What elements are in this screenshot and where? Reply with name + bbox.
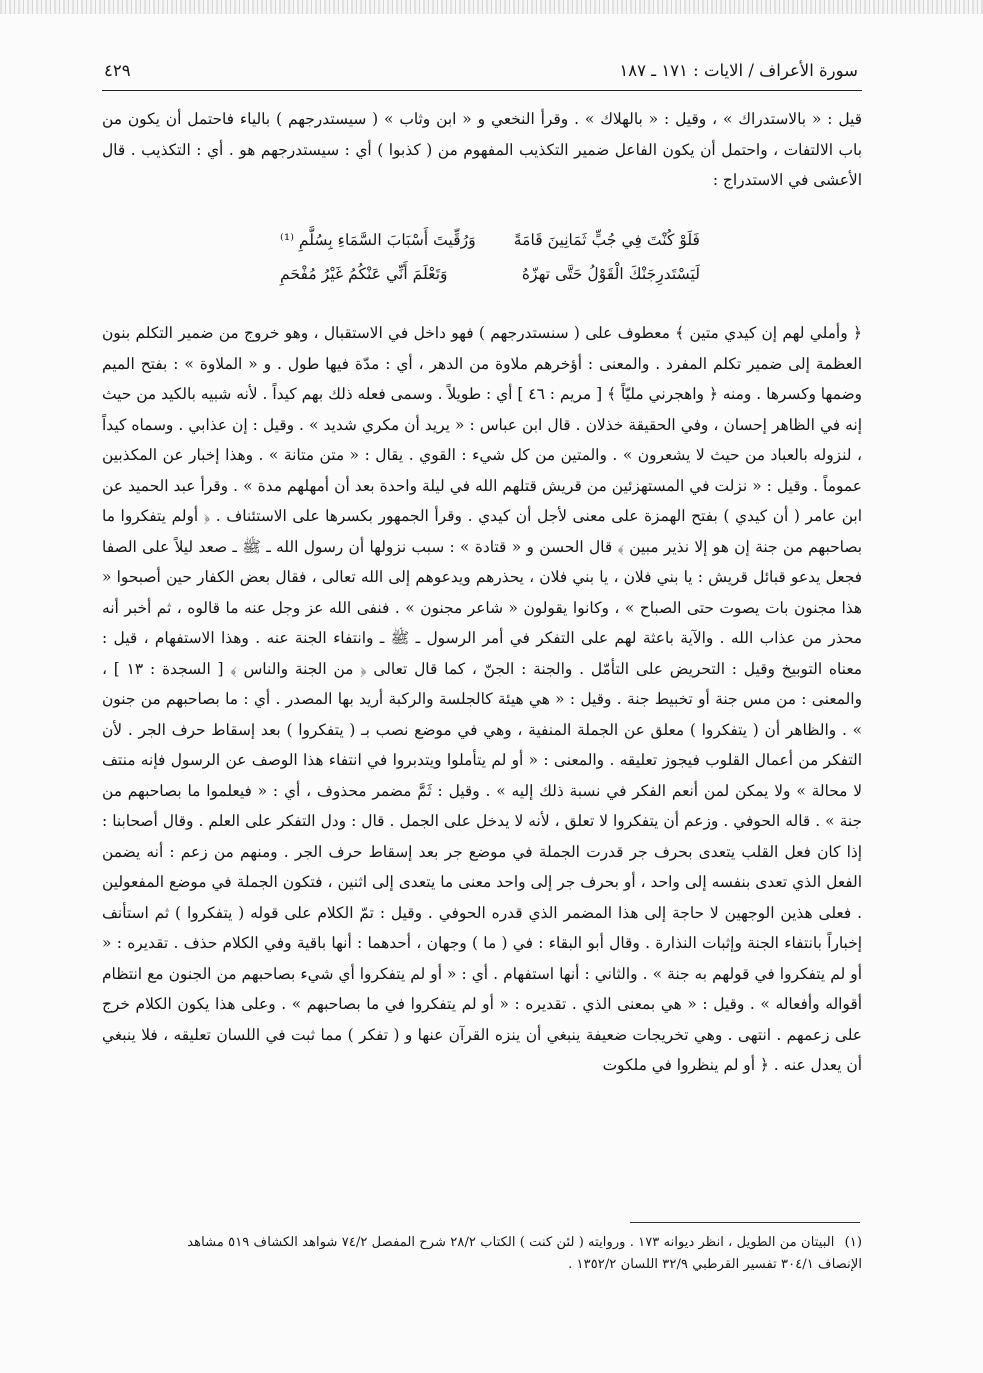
poetry-line-2 [280, 265, 700, 299]
page-number: ٤٢٩ [104, 61, 131, 80]
footnote-marker: (١) [844, 1235, 862, 1250]
paragraph-1 [102, 104, 862, 198]
poetry-line-1 [280, 231, 700, 265]
footnote-text-1: البيتان من الطويل ، انظر ديوانه ١٧٣ . وروايته ( لئن كنت ) الكتاب ٢٨/٢ شرح المفصل ٧٤/٢ شواهد الكشاف ٥١٩ مشاهد [187, 1235, 835, 1250]
footnote [102, 1232, 862, 1276]
running-header [104, 61, 858, 87]
verse-second-hemistich: وَرُقِّيتَ أَسْبَابَ السَّمَاءِ بِسُلَّمِ ⁽¹⁾ [280, 231, 476, 249]
footnote-line-1 [102, 1232, 862, 1254]
surah-title: سورة الأعراف / الايات : ١٧١ ـ ١٨٧ [619, 61, 858, 80]
verse-first-hemistich: لَيَسْتَدرِجَنْكَ الْقَوْلُ حَتَّى تهزّهُ [521, 265, 700, 283]
scan-edge [0, 0, 983, 14]
header-divider [102, 90, 862, 91]
footnote-line-2 [102, 1254, 862, 1276]
footnote-divider [630, 1222, 860, 1223]
verse-first-hemistich: فَلَوْ كُنْتَ فِي جُبٍّ ثَمَانِينَ قَامَةً [513, 231, 700, 249]
paragraph-2 [102, 318, 862, 1198]
paragraph-text: ﴿ وأملي لهم إن كيدي متين ﴾ معطوف على ( سنستدرجهم ) فهو داخل في الاستقبال ، وهو خروج من ضمير التكلم بنون العظمة إلى ضمير تكلم المفرد . والمعنى : أؤخرهم ملاوة من الدهر ، أي : مدّة فيها طول . و « الملاوة » : بفتح الميم وضمها وكسرها . ومنه ﴿ واهجرني مليّاً ﴾ [ مريم : ٤٦ ] أي : طويلاً . وسمى فعله ذلك بهم كيداً . لأنه شبيه بالكيد من حيث إنه في الظاهر إحسان ، وفي الحقيقة خذلان . قال ابن عباس : « يريد أن مكري شديد » . وقيل : إن عذابي . وسماه كيداً ، لنزوله بالعباد من حيث لا يشعرون » . والمتين من كل شيء : القوي . يقال : « متن متانة » . وهذا إخبار عن المكذبين عموماً . وقيل : « نزلت في المستهزئين من قريش قتلهم الله في ليلة واحدة بعد أن أمهلهم مدة » . وقرأ عبد الحميد عن ابن عامر ( أن كيدي ) بفتح الهمزة على معنى لأجل أن كيدي . وقرأ الجمهور بكسرها على الاستئناف . ﴿ أولم يتفكروا ما بصاحبهم من جنة إن هو إلا نذير مبين ﴾ قال الحسن و « قتادة » : سبب نزولها أن رسول الله ـ ﷺ ـ صعد ليلاً على الصفا فجعل يدعو قبائل قريش : يا بني فلان ، يا بني فلان ، يحذرهم ويدعوهم إلى الله تعالى ، فقال بعض الكفار حين أصبحوا « هذا مجنون بات يصوت حتى الصباح » ، وكانوا يقولون « شاعر مجنون » . فنفى الله عز وجل عنه ما قالوه ، ثم أخبر أنه محذر من عذاب الله . والآية باعثة لهم على التفكر في أمر الرسول ـ ﷺ ـ وانتفاء الجنة عنه . وهذا الاستفهام ، قيل : معناه التوبيخ وقيل : التحريض على التأمّل . والجنة : الجنّ ، كما قال تعالى ﴿ من الجنة والناس ﴾ [ السجدة : ١٣ ] ، والمعنى : من مس جنة أو تخبيط جنة . وقيل : « هي هيئة كالجلسة والركبة أريد بها المصدر . أي : ما بصاحبهم من جنون » . والظاهر أن ( يتفكروا ) معلق عن الجملة المنفية ، وهي في موضع نصب بـ ( يتفكروا ) بعد إسقاط حرف الجر . لأن التفكر من أعمال القلوب فيجوز تعليقه . والمعنى : « أو لم يتأملوا ويتدبروا في انتفاء هذا الوصف عن الرسول فإنه منتف لا محالة » ولا يمكن لمن أنعم الفكر في نسبة ذلك إليه » . وقيل : ثَمَّ مضمر محذوف ، أي : « فيعلموا ما بصاحبهم من جنة » . قاله الحوفي . وزعم أن يتفكروا لا تعلق ، لأنه لا يدخل على الجمل . قال : ودل التفكر على العلم . وقال أصحابنا : إذا كان فعل القلب يتعدى بحرف جر قدرت الجملة في موضع جر بعد إسقاط حرف الجر . ومنهم من زعم : أنه يضمن الفعل الذي تعدى بنفسه إلى واحد ، أو بحرف جر إلى واحد معنى ما يتعدى إلى اثنين ، فتكون الجملة في موضع المفعولين . فعلى هذين الوجهين لا حاجة إلى هذا المضمر الذي قدره الحوفي . وقيل : تمّ الكلام على قوله ( يتفكروا ) ثم استأنف إخباراً بانتفاء الجنة وإثبات النذارة . وقال أبو البقاء : في ( ما ) وجهان ، أحدهما : أنها باقية وفي الكلام حذف . تقديره : « أو لم يتفكروا في قولهم به جنة » . والثاني : أنها استفهام . أي : « أو لم يتفكروا أي شيء بصاحبهم من الجنون مع انتظام أقواله وأفعاله » . وقيل : « هي بمعنى الذي . تقديره : « أو لم يتفكروا في ما بصاحبهم » . وعلى هذا يكون الكلام خرج على زعمهم . انتهى . وهي تخريجات ضعيفة ينبغي أن ينزه القرآن عنها و ( تفكر ) مما ثبت في اللسان تعليقه ، فلا ينبغي أن يعدل عنه . ﴿ أو لم ينظروا في ملكوت [102, 324, 862, 1074]
paragraph-text: قيل : « بالاستدراك » ، وقيل : « بالهلاك » . وقرأ النخعي و « ابن وثاب » ( سيستدرجهم ) بالياء فاحتمل أن يكون من باب الالتفات ، واحتمل أن يكون الفاعل ضمير التكذيب المفهوم من ( كذبوا ) أي : سيستدرجهم هو . أي : التكذيب . قال الأعشى في الاستدراج : [102, 110, 862, 189]
verse-second-hemistich: وَتَعْلَمَ أَنِّي عَنْكُمُ غَيْرُ مُفْحَمِ [280, 265, 448, 283]
footnote-text-2: الإنصاف ٣٠٤/١ تفسير القرطبي ٣٢/٩ اللسان ١٣٥٢/٢ . [568, 1257, 862, 1272]
